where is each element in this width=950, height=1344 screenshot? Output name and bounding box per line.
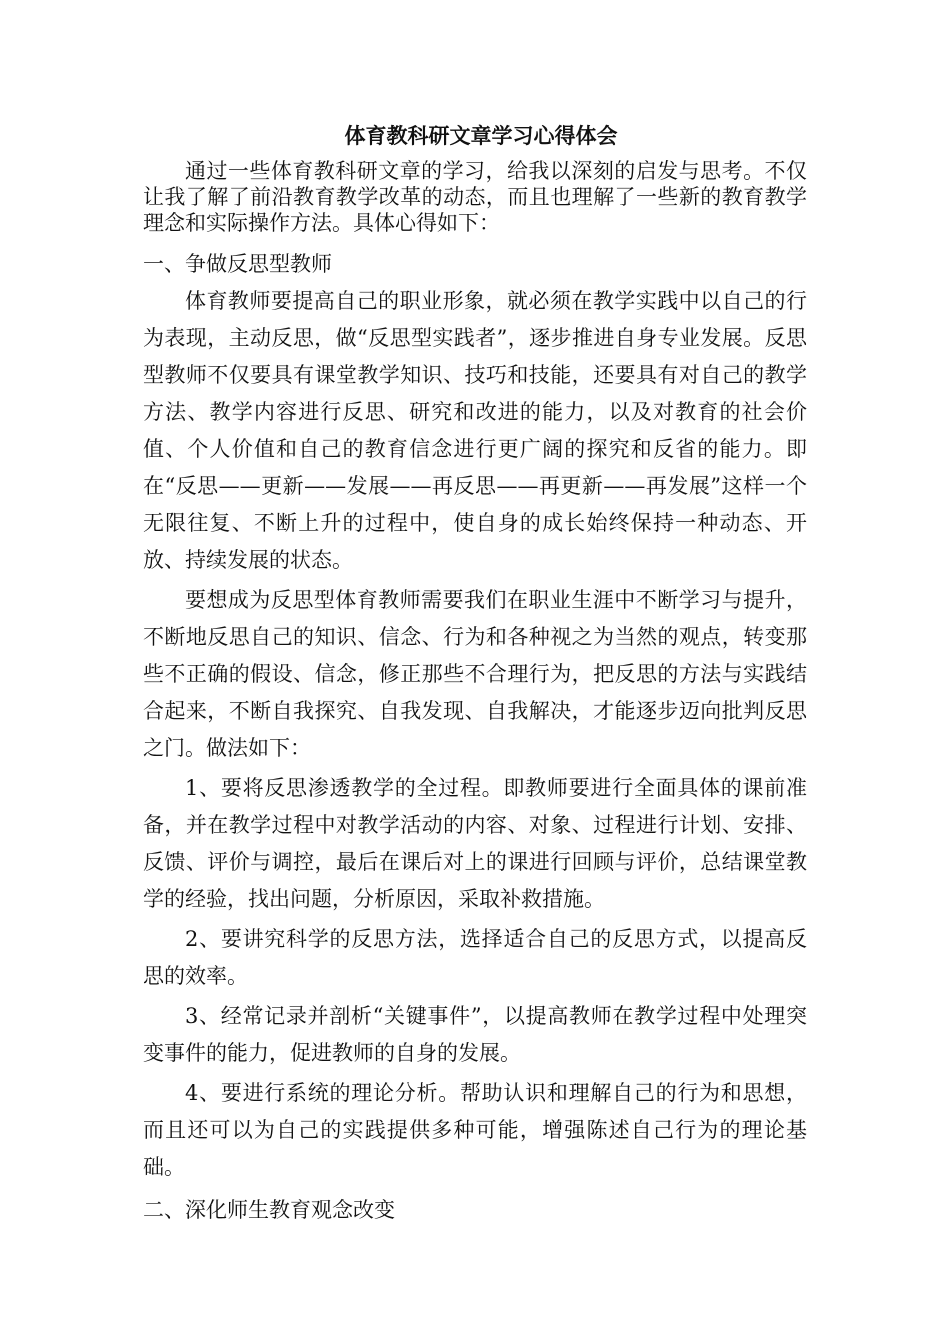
document-body	[143, 118, 807, 1228]
section1-item-1: 1、要将反思渗透教学的全过程。即教师要进行全面具体的课前准备，并在教学过程中对教学活动的内容、对象、过程进行计划、安排、反馈、评价与调控，最后在课后对上的课进行回顾与评价，总结课堂教学的经验，找出问题，分析原因，采取补救措施。	[143, 776, 807, 911]
section1-paragraph-2: 要想成为反思型体育教师需要我们在职业生涯中不断学习与提升，不断地反思自己的知识、信念、行为和各种视之为当然的观点，转变那些不正确的假设、信念，修正那些不合理行为，把反思的方法与实践结合起来，不断自我探究、自我发现、自我解决，才能逐步迈向批判反思之门。做法如下：	[143, 588, 807, 760]
section-heading-2: 二、深化师生教育观念改变	[143, 1198, 395, 1222]
section1-item-3: 3、经常记录并剖析“关键事件”，以提高教师在教学过程中处理突变事件的能力，促进教师的自身的发展。	[143, 1004, 807, 1065]
document-title: 体育教科研文章学习心得体会	[344, 123, 618, 148]
section1-paragraph-1: 体育教师要提高自己的职业形象，就必须在教学实践中以自己的行为表现，主动反思，做“反思型实践者”，逐步推进自身专业发展。反思型教师不仅要具有课堂教学知识、技巧和技能，还要具有对自己的教学方法、教学内容进行反思、研究和改进的能力，以及对教育的社会价值、个人价值和自己的教育信念进行更广阔的探究和反省的能力。即在“反思——更新——发展——再反思——再更新——再发展”这样一个无限往复、不断上升的过程中，使自身的成长始终保持一种动态、开放、持续发展的状态。	[143, 289, 807, 572]
intro-paragraph: 通过一些体育教科研文章的学习，给我以深刻的启发与思考。不仅让我了解了前沿教育教学改革的动态，而且也理解了一些新的教育教学理念和实际操作方法。具体心得如下：	[143, 159, 807, 235]
section1-item-2: 2、要讲究科学的反思方法，选择适合自己的反思方式，以提高反思的效率。	[143, 927, 807, 988]
section-heading-1: 一、争做反思型教师	[143, 252, 332, 276]
section1-item-4: 4、要进行系统的理论分析。帮助认识和理解自己的行为和思想，而且还可以为自己的实践提供多种可能，增强陈述自己行为的理论基础。	[143, 1081, 807, 1179]
